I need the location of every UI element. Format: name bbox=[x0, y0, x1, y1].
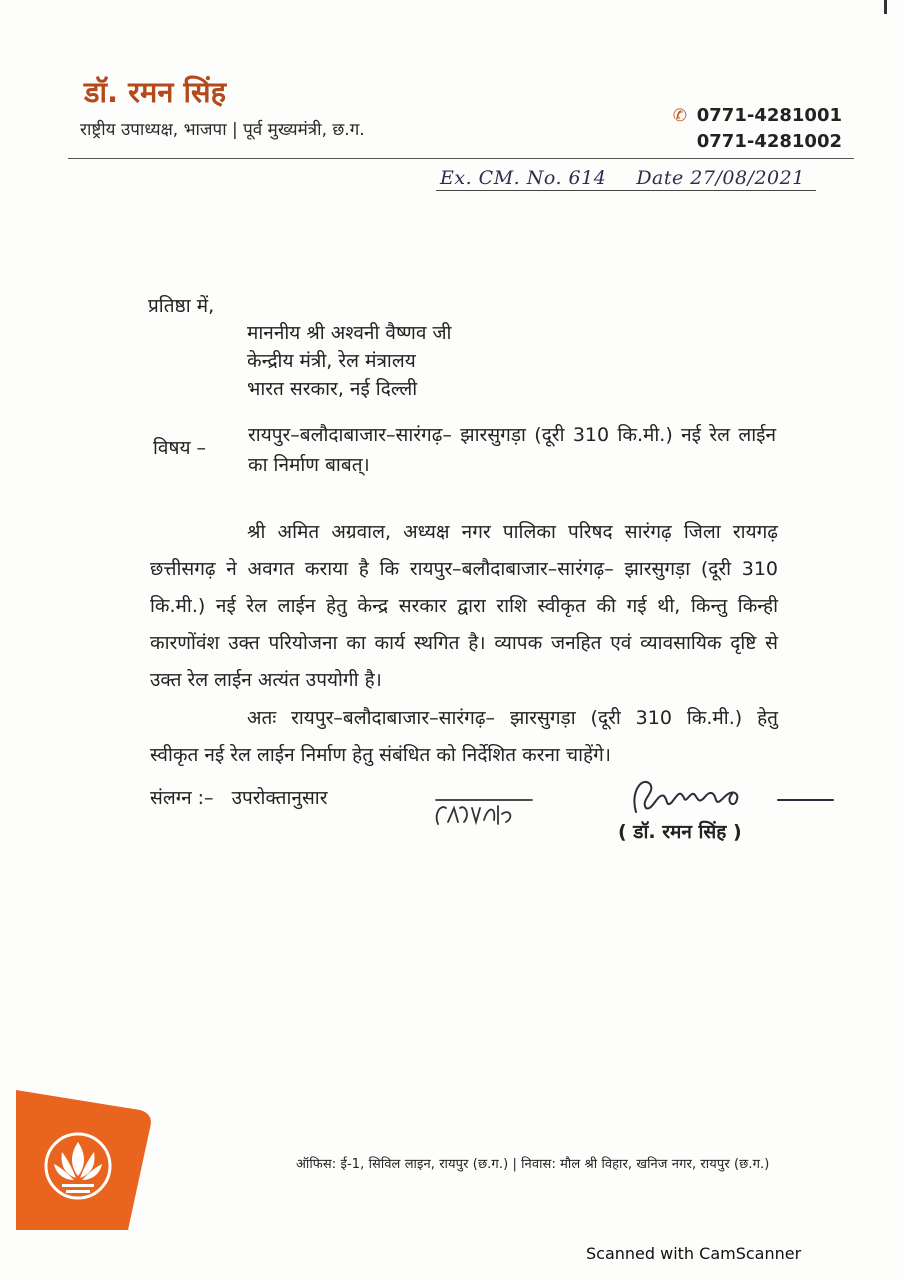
footer-badge bbox=[16, 1090, 176, 1230]
enclosure-label: संलग्न :– bbox=[150, 787, 214, 809]
reference-underline bbox=[436, 190, 816, 191]
phone-block bbox=[672, 103, 842, 155]
signature-image bbox=[628, 772, 838, 822]
footer-address: ऑफिस: ई-1, सिविल लाइन, रायपुर (छ.ग.) | निवास: मौल श्री विहार, खनिज नगर, रायपुर (छ.ग.) bbox=[296, 1157, 770, 1172]
body-paragraph-2: अतः रायपुर–बलौदाबाजार–सारंगढ़– झारसुगड़ा (दूरी 310 कि.मी.) हेतु स्वीकृत नई रेल लाईन निर्माण हेतु संबंधित को निर्देशित करना चाहेंगे। bbox=[150, 707, 778, 766]
scanner-watermark: Scanned with CamScanner bbox=[586, 1244, 802, 1263]
letter-date: Date 27/08/2021 bbox=[636, 167, 805, 189]
scan-edge-mark bbox=[884, 0, 887, 14]
signatory-name: ( डॉ. रमन सिंह ) bbox=[618, 821, 742, 843]
subject-label: विषय – bbox=[153, 437, 207, 459]
subject-text: रायपुर–बलौदाबाजार–सारंगढ़– झारसुगड़ा (दूरी 310 कि.मी.) नई रेल लाईन का निर्माण बाबत्। bbox=[248, 424, 776, 476]
letterhead-designation: राष्ट्रीय उपाध्यक्ष, भाजपा | पूर्व मुख्यमंत्री, छ.ग. bbox=[80, 120, 365, 140]
enclosure-line bbox=[150, 784, 327, 810]
letter-number: Ex. CM. No. 614 bbox=[440, 167, 607, 189]
addressee-line-2: केन्द्रीय मंत्री, रेल मंत्रालय bbox=[247, 350, 416, 372]
reference-line bbox=[440, 167, 805, 189]
phone-number-2: 0771-4281002 bbox=[696, 131, 842, 152]
enclosure-value: उपरोक्तानुसार bbox=[231, 787, 328, 809]
salutation: प्रतिष्ठा में, bbox=[148, 295, 215, 317]
body-paragraph-1: श्री अमित अग्रवाल, अध्यक्ष नगर पालिका परिषद सारंगढ़ जिला रायगढ़ छत्तीसगढ़ ने अवगत कराया है कि रायपुर–बलौदाबाजार–सारंगढ़– झारसुगड़ा (दूरी 310 कि.मी.) नई रेल लाईन हेतु केन्द्र सरकार द्वारा राशि स्वीकृत की गई थी, किन्तु किन्ही कारणोंवंश उक्त परियोजना का कार्य स्थगित है। व्यापक जनहित एवं व्यावसायिक दृष्टि से उक्त रेल लाईन अत्यंत उपयोगी है। bbox=[150, 521, 778, 691]
addressee-line-3: भारत सरकार, नई दिल्ली bbox=[247, 378, 418, 400]
phone-number-1: 0771-4281001 bbox=[696, 105, 842, 126]
handwritten-scribble bbox=[432, 794, 542, 834]
addressee-line-1: माननीय श्री अश्वनी वैष्णव जी bbox=[247, 322, 452, 344]
header-divider bbox=[68, 158, 854, 159]
letterhead-name: डॉ. रमन सिंह bbox=[84, 75, 227, 109]
phone-icon: ✆ bbox=[672, 106, 687, 126]
